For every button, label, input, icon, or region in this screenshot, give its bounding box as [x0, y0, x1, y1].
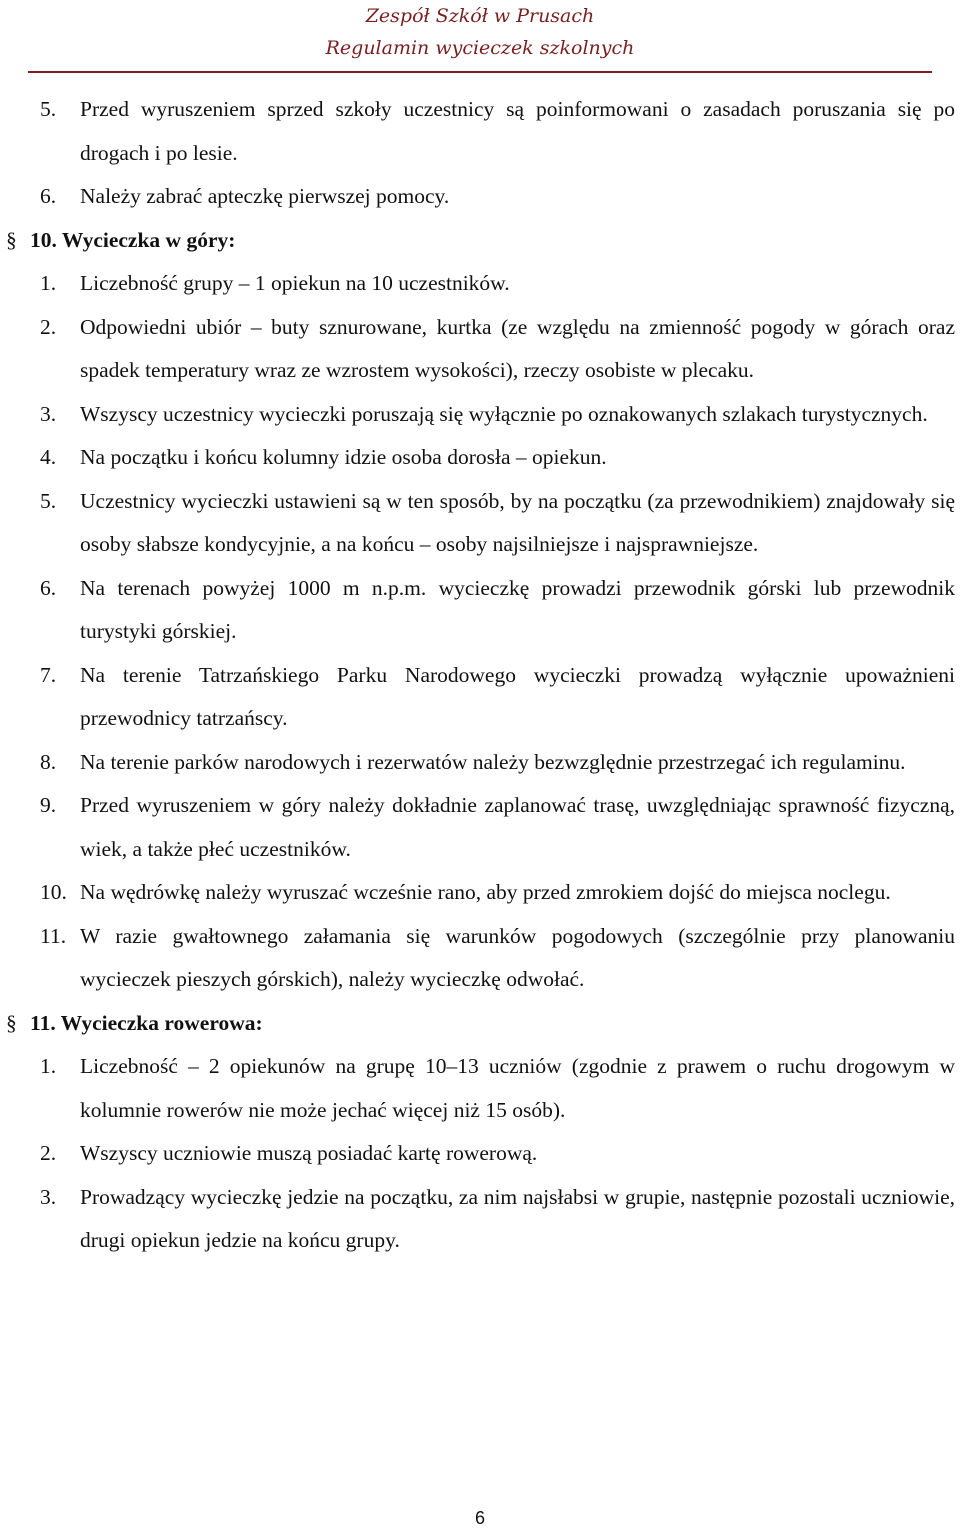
item-number: 9. — [40, 793, 57, 817]
item-number: 4. — [40, 445, 57, 469]
item-text: W razie gwałtownego załamania się warunków pogodowych (szczególnie przy planowaniu wycieczek pieszych górskich), należy wycieczkę odwołać. — [80, 923, 955, 991]
document-content — [0, 88, 960, 1263]
section-title: 10. Wycieczka w góry: — [30, 227, 236, 252]
item-text: Liczebność – 2 opiekunów na grupę 10–13 uczniów (zgodnie z prawem o ruchu drogowym w kolumnie rowerów nie może jechać więcej niż 15 osób). — [80, 1054, 955, 1122]
item-number: 1. — [40, 271, 57, 295]
item-number: 10. — [40, 880, 67, 904]
list-item — [0, 1176, 960, 1263]
item-text: Na początku i końcu kolumny idzie osoba dorosła – opiekun. — [80, 445, 607, 469]
item-number: 6. — [40, 575, 57, 600]
list-item — [0, 262, 960, 306]
item-text: Przed wyruszeniem sprzed szkoły uczestnicy są poinformowani o zasadach poruszania się po drogach i po lesie. — [80, 97, 955, 165]
list-item — [0, 1045, 960, 1132]
list-item — [0, 654, 960, 741]
item-number: 7. — [40, 662, 57, 687]
section-sign-icon: § — [6, 227, 17, 252]
section-title: 11. Wycieczka rowerowa: — [30, 1010, 263, 1035]
item-text: Liczebność grupy – 1 opiekun na 10 uczestników. — [80, 271, 510, 295]
item-number: 6. — [40, 184, 57, 208]
list-item — [0, 741, 960, 785]
item-number: 3. — [40, 401, 57, 426]
item-text: Odpowiedni ubiór – buty sznurowane, kurtka (ze względu na zmienność pogody w górach oraz spadek temperatury wraz ze wzrostem wysokości), rzeczy osobiste w plecaku. — [80, 314, 955, 382]
list-item — [0, 1132, 960, 1176]
item-text: Na terenie parków narodowych i rezerwatów należy bezwzględnie przestrzegać ich regulaminu. — [80, 749, 906, 774]
item-text: Wszyscy uczniowie muszą posiadać kartę rowerową. — [80, 1141, 538, 1165]
page-header — [0, 0, 960, 64]
list-item — [0, 915, 960, 1002]
section-sign-icon: § — [6, 1010, 17, 1035]
item-text: Przed wyruszeniem w góry należy dokładnie zaplanować trasę, uwzględniając sprawność fizyczną, wiek, a także płeć uczestników. — [80, 793, 955, 861]
item-text: Prowadzący wycieczkę jedzie na początku, za nim najsłabsi w grupie, następnie pozostali uczniowie, drugi opiekun jedzie na końcu grupy. — [80, 1184, 955, 1252]
item-number: 11. — [40, 923, 67, 948]
list-item — [0, 436, 960, 480]
header-rule — [28, 71, 932, 73]
page-number: 6 — [474, 1508, 485, 1528]
list-item — [0, 784, 960, 871]
item-text: Na wędrówkę należy wyruszać wcześnie rano, aby przed zmrokiem dojść do miejsca noclegu. — [80, 880, 891, 904]
list-item — [0, 88, 960, 175]
list-item — [0, 871, 960, 915]
item-number: 5. — [40, 97, 57, 121]
item-number: 1. — [40, 1054, 57, 1078]
item-number: 2. — [40, 1141, 57, 1165]
document-title: Regulamin wycieczek szkolnych — [325, 37, 635, 59]
school-name: Zespół Szkół w Prusach — [365, 5, 595, 27]
list-item — [0, 567, 960, 654]
item-number: 5. — [40, 488, 57, 513]
item-text: Na terenie Tatrzańskiego Parku Narodowego wycieczki prowadzą wyłącznie upoważnieni przewodnicy tatrzańscy. — [80, 662, 955, 730]
item-number: 3. — [40, 1184, 57, 1209]
section-heading-mountains — [0, 219, 960, 263]
section-heading-bicycle — [0, 1002, 960, 1046]
item-text: Wszyscy uczestnicy wycieczki poruszają się wyłącznie po oznakowanych szlakach turystycznych. — [80, 401, 928, 426]
item-number: 8. — [40, 749, 57, 774]
list-item — [0, 393, 960, 437]
list-item — [0, 306, 960, 393]
item-number: 2. — [40, 314, 57, 339]
item-text: Na terenach powyżej 1000 m n.p.m. wycieczkę prowadzi przewodnik górski lub przewodnik turystyki górskiej. — [80, 575, 955, 643]
item-text: Należy zabrać apteczkę pierwszej pomocy. — [80, 184, 450, 208]
list-item — [0, 175, 960, 219]
item-text: Uczestnicy wycieczki ustawieni są w ten sposób, by na początku (za przewodnikiem) znajdowały się osoby słabsze kondycyjnie, a na końcu – osoby najsilniejsze i najsprawniejsze. — [80, 488, 955, 556]
list-item — [0, 480, 960, 567]
